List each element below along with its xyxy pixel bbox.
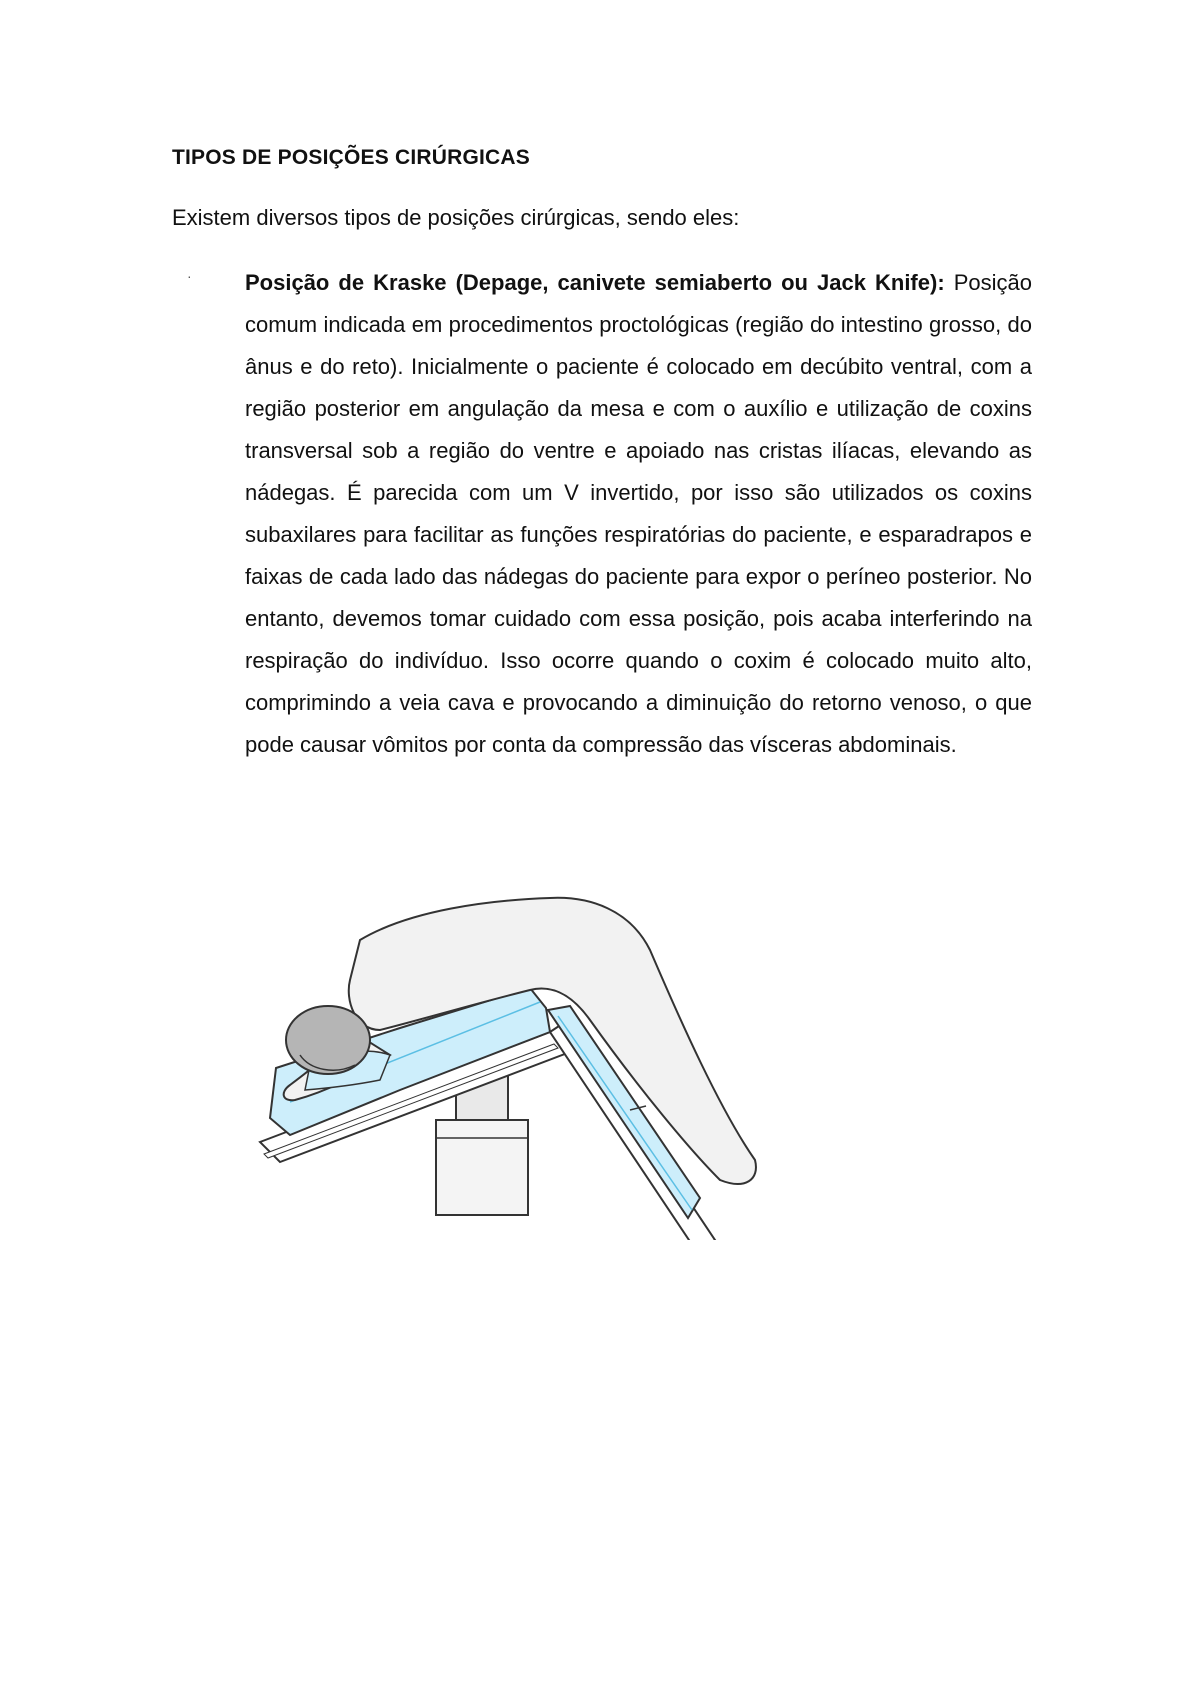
intro-paragraph: Existem diversos tipos de posições cirúrgicas, sendo eles: — [172, 205, 740, 230]
item-term: Posição de Kraske (Depage, canivete semiaberto ou Jack Knife): — [245, 270, 945, 295]
document-title: TIPOS DE POSIÇÕES CIRÚRGICAS — [172, 146, 530, 169]
item-description: Posição comum indicada em procedimentos proctológicas (região do intestino grosso, do ânus e do reto). Inicialmente o paciente é colocado em decúbito ventral, com a região posterior em angulação da mesa e com o auxílio e utilização de coxins transversal sob a região do ventre e apoiado nas cristas ilíacas, elevando as nádegas. É parecida com um V invertido, por isso são utilizados os coxins subaxilares para facilitar as funções respiratórias do paciente, e esparadrapos e faixas de cada lado das nádegas do paciente para expor o períneo posterior. No entanto, devemos tomar cuidado com essa posição, pois acaba interferindo na respiração do indivíduo. Isso ocorre quando o coxim é colocado muito alto, comprimindo a veia cava e provocando a diminuição do retorno venoso, o que pode causar vômitos por conta da compressão das vísceras abdominais. — [245, 270, 1032, 757]
list-item — [245, 262, 1032, 766]
patient-head — [286, 1006, 370, 1074]
list-bullet: · — [187, 268, 192, 284]
kraske-position-illustration — [250, 880, 830, 1240]
